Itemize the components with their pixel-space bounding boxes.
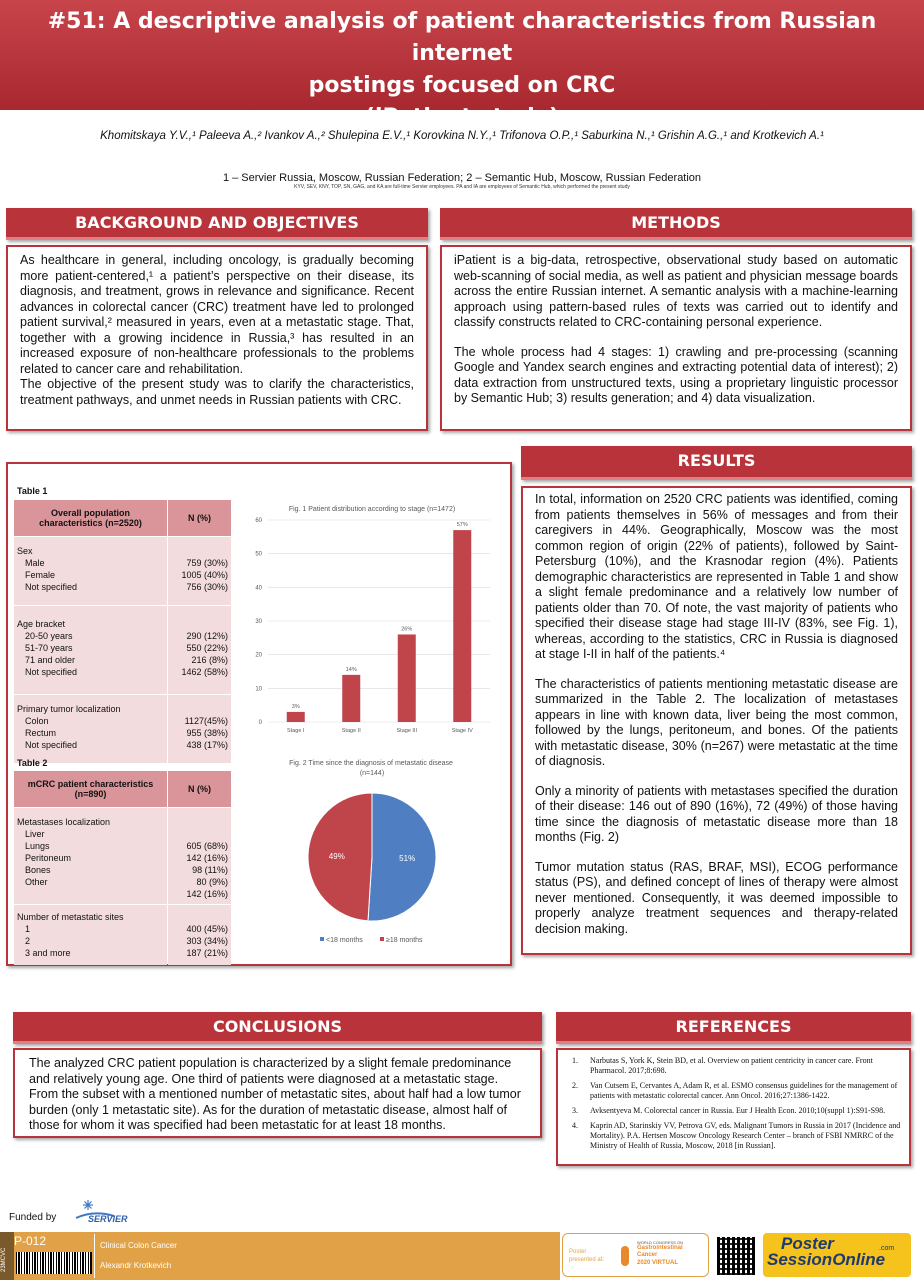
legend-label: <18 months xyxy=(326,937,363,944)
row-value: 550 (22%) xyxy=(186,643,228,653)
servier-logo-text: SERVIER xyxy=(88,1214,128,1224)
bar xyxy=(342,675,360,722)
row-label: Rectum xyxy=(25,728,57,738)
row-label: Not specified xyxy=(25,582,78,592)
chart-title xyxy=(289,760,455,777)
brand-com: .com xyxy=(879,1245,895,1252)
row-value: 80 (9%) xyxy=(196,877,228,887)
reference-list xyxy=(564,1056,903,1151)
row-label: Bones xyxy=(25,865,51,875)
chart-title: Fig. 1 Patient distribution according to stage (n=1472) xyxy=(288,506,456,513)
methods-box xyxy=(440,245,912,431)
y-tick-label: 60 xyxy=(255,518,262,524)
row-label: 2 xyxy=(25,936,31,946)
x-tick-label: Stage III xyxy=(396,728,417,734)
table-cell xyxy=(168,695,231,763)
stage-bar-chart xyxy=(240,498,504,740)
y-tick-label: 50 xyxy=(255,551,262,558)
y-tick-label: 0 xyxy=(258,720,262,726)
row-value: 142 (16%) xyxy=(186,853,228,863)
servier-logo xyxy=(74,1198,146,1228)
references-box xyxy=(556,1048,911,1166)
row-value: 955 (38%) xyxy=(186,728,228,738)
row-label: Not specified xyxy=(25,740,78,750)
pie-data-label: 49% xyxy=(328,851,345,861)
poster-id: P-012 xyxy=(14,1234,47,1248)
affiliation-note: KYV, SEV, KNY, TOP, SN, GAG, and KA are full-time Servier employees. PA and IA are employees of Semantic Hub, which performed the present study xyxy=(294,184,630,190)
row-value: 759 (30%) xyxy=(186,558,228,568)
x-tick-label: Stage II xyxy=(341,728,361,734)
bar xyxy=(398,634,416,722)
table-column-header: N (%) xyxy=(168,771,231,807)
x-tick-label: Stage I xyxy=(287,728,305,734)
table-column-header: N (%) xyxy=(168,500,231,536)
reference-item: 1. Narbutas S, York K, Stein BD, et al. Overview on patient centricity in cancer care. Front Pharmacol. 2017;8:698. xyxy=(564,1056,903,1076)
chart-title-line: Fig. 2 Time since the diagnosis of metastatic disease xyxy=(289,760,453,767)
row-label: 71 and older xyxy=(25,655,76,665)
barcode-icon xyxy=(16,1252,92,1274)
authors: Khomitskaya Y.V.,¹ Paleeva A.,² Ivankov A.,² Shulepina E.V.,¹ Korovkina N.Y.,¹ Trifonova O.P.,¹ Saburkina N.,¹ Grishin A.G.,¹ and Krotkevich A.¹ xyxy=(100,130,824,142)
row-value: 605 (68%) xyxy=(186,841,228,851)
brand-line1: Poster xyxy=(781,1234,834,1253)
reference-item: 3. Avksentyeva M. Colorectal cancer in Russia. Eur J Health Econ. 2010;10(suppl 1):S91-S98. xyxy=(572,1106,886,1115)
background-paragraph: As healthcare in general, including oncology, is gradually becoming more patient-centered,¹ a patient’s perspective on their disease, its diagnosis, and treatment, grows in relevance and significance. Recent advances in colorectal cancer (CRC) treatment have led to prolonged patient survival,² measured in years, even at a metastatic stage. That, together with a growing incidence in Russia,³ has resulted in an increased exposure of non-healthcare professionals to the problems related to cancer care and rehabilitation. xyxy=(20,253,414,376)
postersessiononline-logo[interactable] xyxy=(763,1233,911,1277)
reference-text: Narbutas S, York K, Stein BD, et al. Overview on patient centricity in cancer care. Front Pharmacol. 2017;8:698. xyxy=(590,1056,873,1075)
bar-data-label: 57% xyxy=(456,522,468,529)
row-value: 98 (11%) xyxy=(192,865,228,875)
table-column-header: Overall population characteristics (n=2520) xyxy=(14,500,167,536)
group-title: Sex xyxy=(17,546,33,556)
table-cell xyxy=(168,606,231,694)
title-line: postings focused on CRC xyxy=(308,73,616,98)
row-label: Male xyxy=(25,558,45,568)
conclusions-box xyxy=(13,1048,542,1138)
methods-paragraph: iPatient is a big-data, retrospective, observational study based on automatic web-scanning of social media, as well as patient and physician message boards across the entire Russian internet. A semantic analysis with a machine-learning approach using pattern-based rules of texts was carried out to identify and classify constructs related to CRC-containing personal experience. xyxy=(454,253,898,329)
results-paragraph: In total, information on 2520 CRC patients was identified, coming from patients themselves in 56% of messages and from their caregivers in 44%. Geographically, Moscow was the most common region of origin (22% of patients), followed by Saint-Petersburg (10%), and the Krasnodar region (4%). Patients demographic characteristics are represented in Table 1 and show a slight female predominance and a relatively low number of patients older than 70. Of note, the vast majority of patients who specified their disease stage had stage III-IV (83%, see Fig. 1), whereas, according to the statistics, CRC in Russia is diagnosed at stage I-II in half of the patients.⁴ xyxy=(535,492,898,661)
row-label: Lungs xyxy=(25,841,50,851)
funded-by-label: Funded by xyxy=(9,1212,57,1223)
row-value: 756 (30%) xyxy=(186,582,228,592)
references-heading: REFERENCES xyxy=(556,1012,911,1044)
side-code: 23MCVC xyxy=(1,1247,7,1272)
reference-item: 2. Van Cutsem E, Cervantes A, Adam R, et al. ESMO consensus guidelines for the management of patients with metastatic colorectal cancer. Ann Oncol. 2016;27:1386-1422. xyxy=(564,1081,903,1101)
table-cell xyxy=(168,808,231,904)
conclusions-heading: CONCLUSIONS xyxy=(13,1012,542,1044)
results-paragraph: Only a minority of patients with metastases specified the duration of their disease: 146 out of 890 (16%), 72 (49%) of those having time since the diagnosis of metastatic disease more than 18 months (Fig. 2) xyxy=(535,783,898,844)
table-column-header: mCRC patient characteristics (n=890) xyxy=(14,771,167,807)
row-label: Not specified xyxy=(25,667,78,677)
table1-label: Table 1 xyxy=(17,486,48,496)
bar-data-label: 26% xyxy=(401,626,413,633)
row-value: 187 (21%) xyxy=(186,948,228,958)
row-value: 1127(45%) xyxy=(184,716,228,726)
background-heading: BACKGROUND AND OBJECTIVES xyxy=(6,208,428,240)
table-row xyxy=(14,808,231,904)
row-value: 400 (45%) xyxy=(186,924,228,934)
table-row xyxy=(14,695,231,763)
table2-label: Table 2 xyxy=(17,758,48,768)
group-title: Metastases localization xyxy=(17,817,111,827)
objective-paragraph: The objective of the present study was to clarify the characteristics, treatment pathways, and unmet needs in Russian patients with CRC. xyxy=(20,377,414,407)
table-header-row xyxy=(14,500,231,536)
poster-header xyxy=(0,0,924,130)
legend-label: ≥18 months xyxy=(386,937,423,944)
table-row xyxy=(14,537,231,605)
row-label: Peritoneum xyxy=(25,853,72,863)
row-value: 290 (12%) xyxy=(186,631,228,641)
row-label: 1 xyxy=(25,924,31,934)
row-label: Female xyxy=(25,570,56,580)
reference-text: Van Cutsem E, Cervantes A, Adam R, et al. ESMO consensus guidelines for the management of patients with metastatic colorectal cancer. Ann Oncol. 2016;27:1386-1422. xyxy=(590,1081,898,1100)
group-title: Primary tumor localization xyxy=(17,704,121,714)
title-line: (iPatient study) xyxy=(364,105,560,130)
congress-badge xyxy=(562,1233,709,1277)
table1 xyxy=(13,499,232,764)
row-value: 303 (34%) xyxy=(186,936,228,946)
reference-text: Kaprin AD, Starinskiy VV, Petrova GV, eds. Malignant Tumors in Russia in 2017 (Incidence and Mortality). P.A. Hertsen Moscow Oncology Research Center – branch of FSBI NMRRC of the Ministry of Health of Russia, Moscow, 2018 [in Russian]. xyxy=(590,1121,901,1150)
poster-title xyxy=(20,6,904,134)
bar-data-label: 14% xyxy=(345,666,357,673)
row-label: 20-50 years xyxy=(25,631,73,641)
brand-line2: SessionOnline xyxy=(767,1250,886,1269)
row-value: 142 (16%) xyxy=(186,889,228,899)
x-tick-label: Stage IV xyxy=(451,728,473,734)
reference-item: 4. Kaprin AD, Starinskiy VV, Petrova GV, eds. Malignant Tumors in Russia in 2017 (Incidence and Mortality). P.A. Hertsen Moscow Oncology Research Center – branch of FSBI NMRRC of the Ministry of Health of Russia, Moscow, 2018 [in Russian]. xyxy=(564,1121,903,1151)
results-box xyxy=(521,486,912,955)
bar xyxy=(453,530,471,722)
table-cell xyxy=(14,606,167,694)
table-cell xyxy=(14,695,167,763)
qr-code-icon[interactable] xyxy=(717,1237,755,1275)
table-cell xyxy=(14,905,167,965)
y-tick-label: 20 xyxy=(255,652,262,659)
title-line: #51: A descriptive analysis of patient characteristics from Russian internet xyxy=(47,9,877,66)
table-cell xyxy=(14,537,167,605)
affiliations: 1 – Servier Russia, Moscow, Russian Federation; 2 – Semantic Hub, Moscow, Russian Federation xyxy=(222,172,702,184)
table-cell xyxy=(168,905,231,965)
table-header-row xyxy=(14,771,231,807)
time-pie-chart xyxy=(262,756,482,954)
congress-logo-icon xyxy=(621,1246,629,1266)
pie-data-label: 51% xyxy=(399,854,416,864)
row-value: 1462 (58%) xyxy=(181,667,228,677)
presented-at-label: Poster presented at: xyxy=(569,1249,605,1263)
methods-heading: METHODS xyxy=(440,208,912,240)
table-cell xyxy=(14,808,167,904)
bar-data-label: 3% xyxy=(291,703,300,710)
congress-name: WORLD CONGRESS ON Gastrointestinal Cancer 2020 VIRTUAL xyxy=(637,1240,684,1266)
y-tick-label: 40 xyxy=(255,585,262,592)
legend-swatch xyxy=(380,937,384,941)
group-title: Number of metastatic sites xyxy=(17,912,124,922)
row-label: Other xyxy=(25,877,48,887)
y-tick-label: 30 xyxy=(255,619,262,625)
presenter-name: Alexandr Krotkevich xyxy=(100,1261,172,1270)
results-heading: RESULTS xyxy=(521,446,912,480)
bar xyxy=(287,712,305,722)
row-value: 438 (17%) xyxy=(186,740,228,750)
table-row xyxy=(14,905,231,965)
legend-swatch xyxy=(320,937,324,941)
conclusions-paragraph: The analyzed CRC patient population is characterized by a slight female predominance and relatively young age. One third of patients were diagnosed at a metastatic stage. From the subset with a mentioned number of metastatic sites, about half had a low tumor burden (only 1 metastatic site). As for the duration of metastatic disease, almost half of those for whom it was specified had been metastatic for at least 18 months. xyxy=(29,1056,521,1132)
results-paragraph: The characteristics of patients mentioning metastatic disease are summarized in the Table 2. The localization of metastases appears in line with known data, liver being the most common, followed by the lungs, peritoneum, and bones. Of the patients with metastatic disease, 30% (n=267) were metastatic at the time of diagnosis. xyxy=(535,676,898,768)
category-label: Clinical Colon Cancer xyxy=(100,1241,177,1250)
group-title: Age bracket xyxy=(17,619,66,629)
table2 xyxy=(13,770,232,966)
row-label: 3 and more xyxy=(25,948,71,958)
background-box xyxy=(6,245,428,431)
y-tick-label: 10 xyxy=(255,686,262,693)
row-label: 51-70 years xyxy=(25,643,73,653)
table-row xyxy=(14,606,231,694)
table-cell xyxy=(168,537,231,605)
methods-paragraph: The whole process had 4 stages: 1) crawling and pre-processing (scanning Google and Yandex search engines and extracting potential data of interest); 2) data extraction from unstructured texts, using a proprietary linguistic processor by Semantic Hub; 3) results generation; and 4) data visualization. xyxy=(454,344,898,405)
row-value: 216 (8%) xyxy=(191,655,228,665)
row-value: 1005 (40%) xyxy=(181,570,228,580)
results-paragraph: Tumor mutation status (RAS, BRAF, MSI), ECOG performance status (PS), and defined concept of lines of therapy were almost never mentioned. Consequently, it was deemed impossible to properly analyze treatment sequences and therapy-related decision making. xyxy=(535,859,898,936)
chart-title-line: (n=144) xyxy=(359,770,385,777)
reference-text: Avksentyeva M. Colorectal cancer in Russia. Eur J Health Econ. 2010;10(suppl 1):S91-S98. xyxy=(590,1106,886,1115)
row-label: Colon xyxy=(25,716,49,726)
row-label: Liver xyxy=(25,829,45,839)
